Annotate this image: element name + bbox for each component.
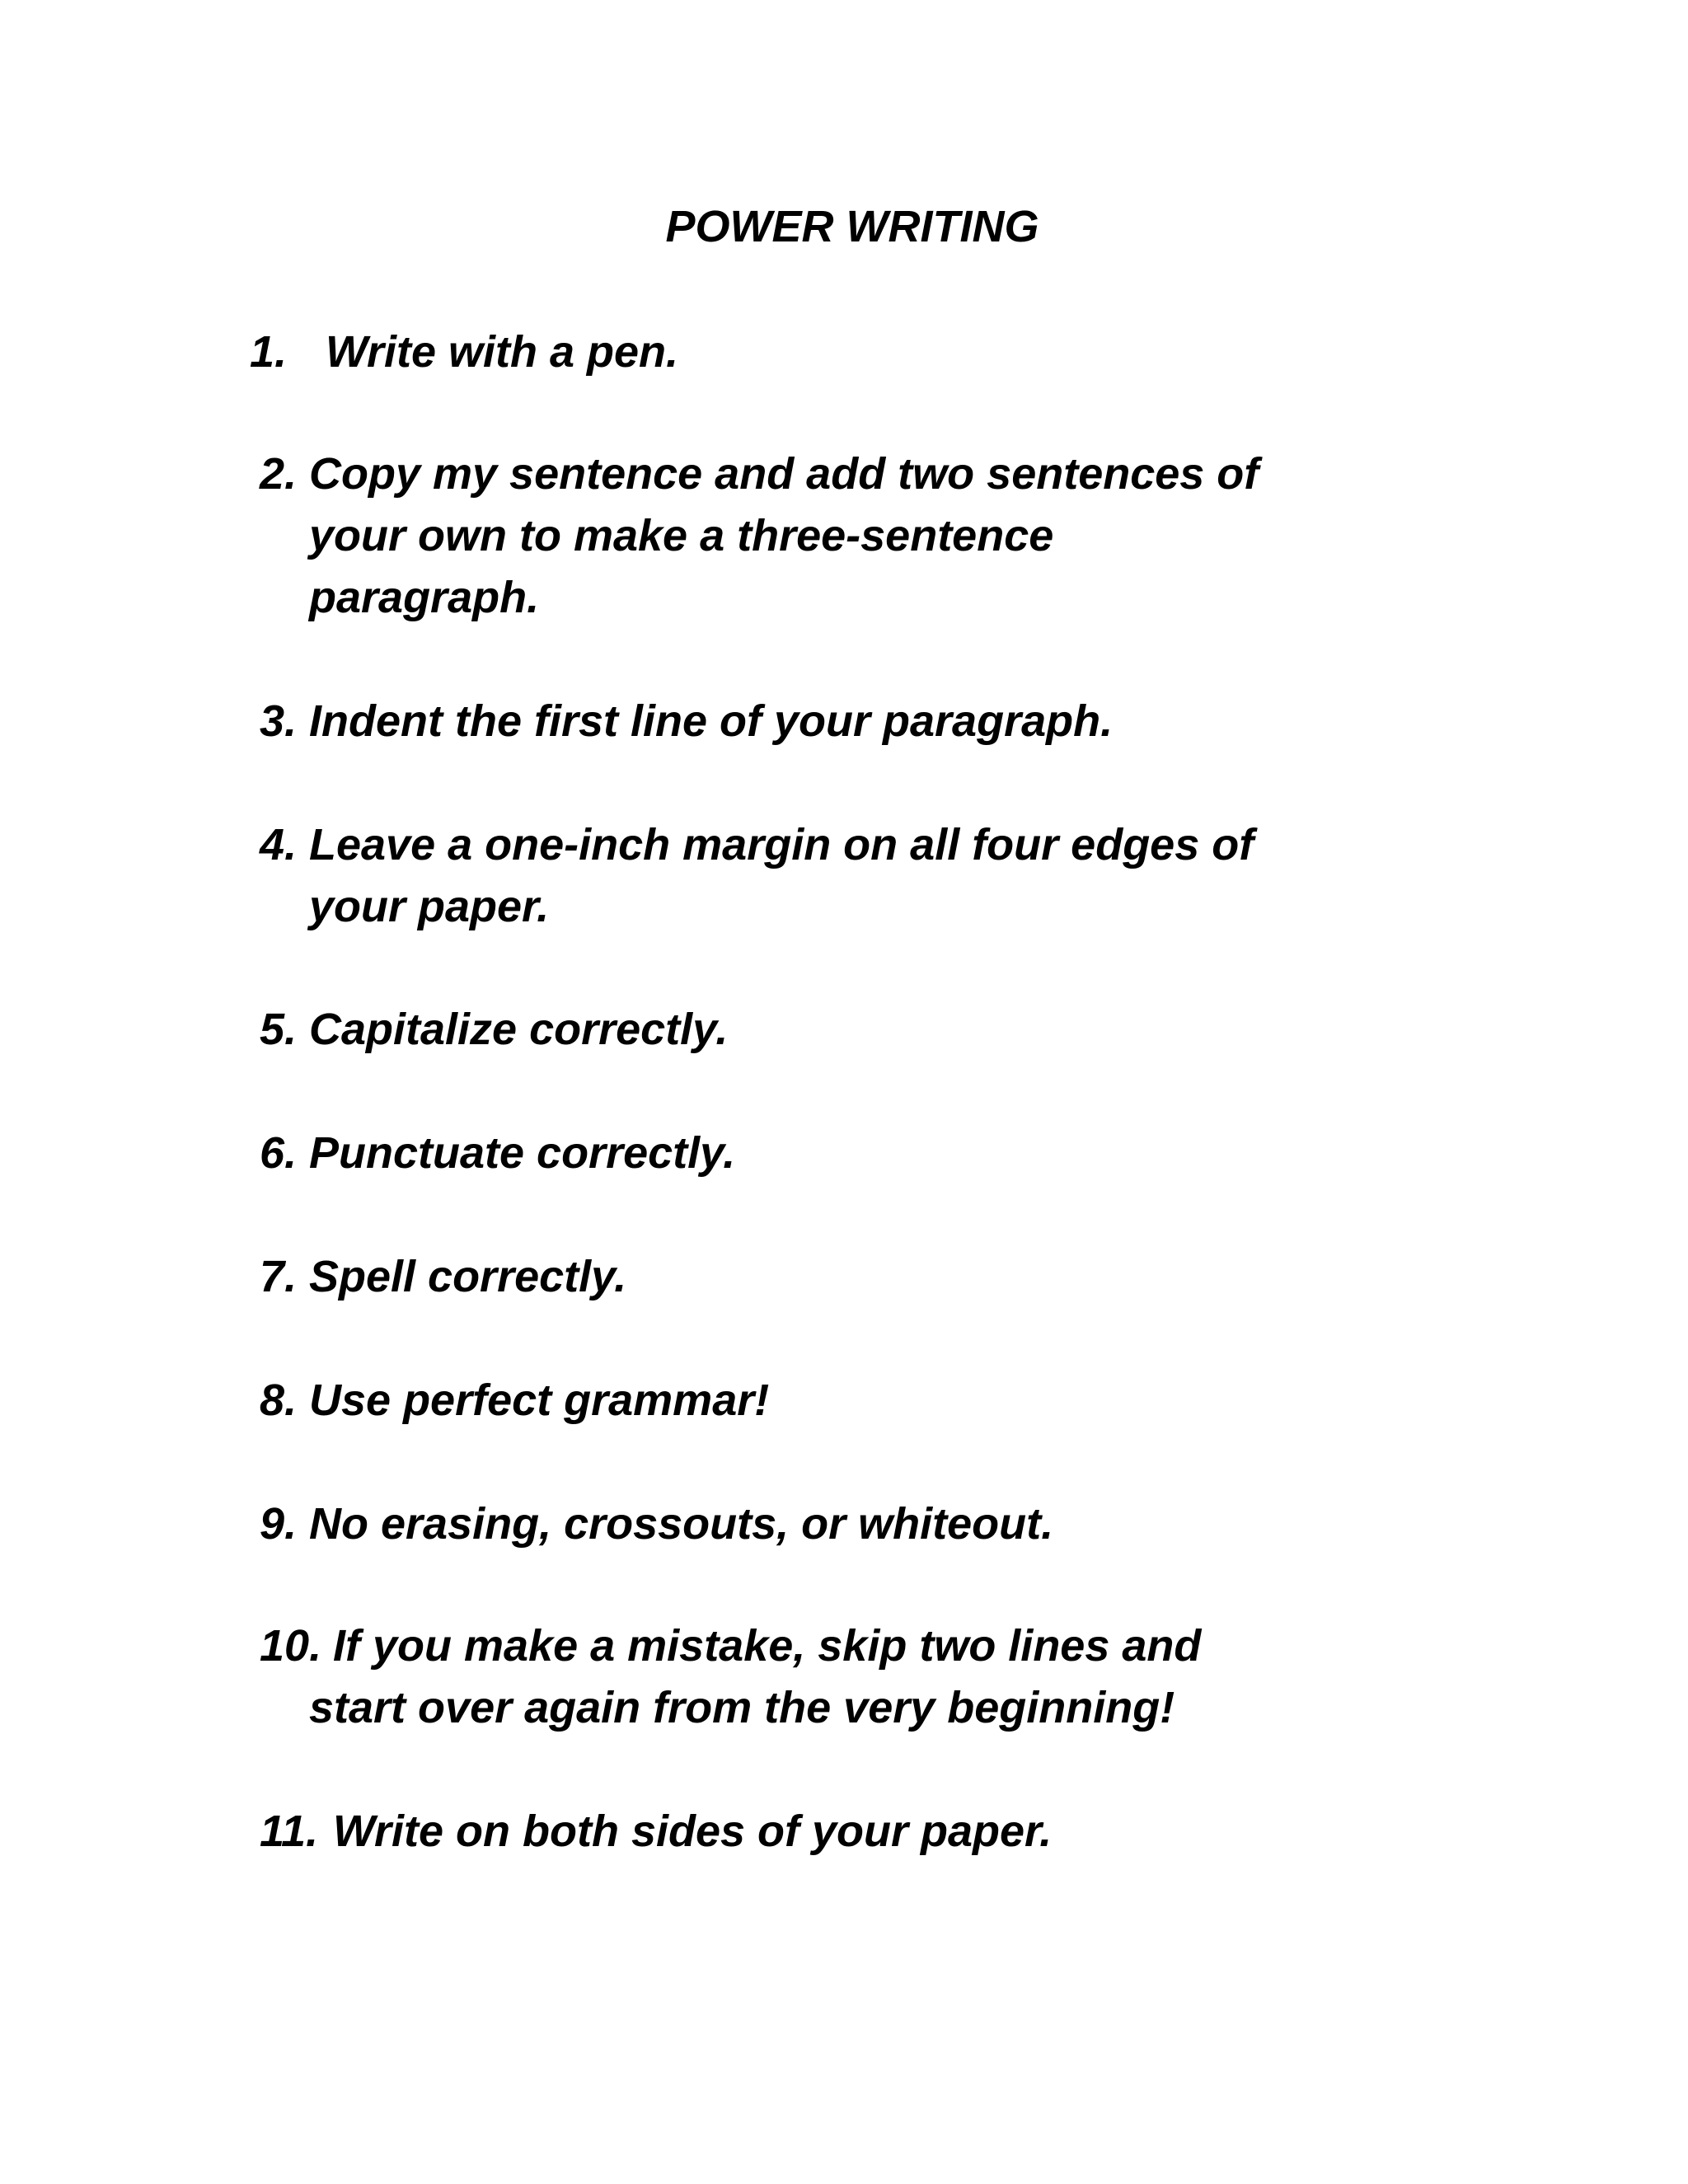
page-title: POWER WRITING <box>665 202 1039 251</box>
rule-text: Indent the first line of your paragraph. <box>309 696 1114 746</box>
rule-item-5 <box>260 999 1479 1061</box>
rule-item-4 <box>260 814 1479 938</box>
rule-text: Write on both sides of your paper. <box>333 1807 1053 1856</box>
rule-item-9 <box>260 1493 1479 1555</box>
rule-item-8 <box>260 1370 1479 1432</box>
rule-text: Capitalize correctly. <box>309 1005 729 1054</box>
rule-number: 1. <box>250 327 288 377</box>
rule-text: If you make a mistake, skip two lines and start over again from the very beginning! <box>309 1621 1202 1732</box>
rule-number: 11. <box>260 1807 319 1856</box>
rule-number: 10. <box>260 1621 322 1671</box>
rule-number: 5. <box>260 1005 298 1054</box>
rule-number: 2. <box>260 449 298 499</box>
rule-text: Write with a pen. <box>326 327 679 377</box>
rule-item-3 <box>260 691 1479 752</box>
rule-number: 9. <box>260 1499 298 1549</box>
rule-item-1 <box>250 321 1479 383</box>
rule-text: Punctuate correctly. <box>309 1128 736 1178</box>
rule-number: 4. <box>260 820 298 869</box>
rule-number: 8. <box>260 1376 298 1425</box>
rule-item-10 <box>260 1615 1479 1739</box>
rule-number: 6. <box>260 1128 298 1178</box>
rule-number: 7. <box>260 1252 298 1301</box>
rule-text: Copy my sentence and add two sentences of your own to make a three-sentence paragraph. <box>309 449 1259 622</box>
rule-item-7 <box>260 1246 1479 1308</box>
rule-number: 3. <box>260 696 298 746</box>
rule-text: Use perfect grammar! <box>309 1376 770 1425</box>
rule-item-11 <box>260 1801 1479 1863</box>
rule-text: Leave a one-inch margin on all four edges of your paper. <box>309 820 1254 931</box>
rule-item-2 <box>260 443 1479 629</box>
rule-text: No erasing, crossouts, or whiteout. <box>309 1499 1054 1549</box>
rule-text: Spell correctly. <box>309 1252 627 1301</box>
rule-item-6 <box>260 1122 1479 1184</box>
